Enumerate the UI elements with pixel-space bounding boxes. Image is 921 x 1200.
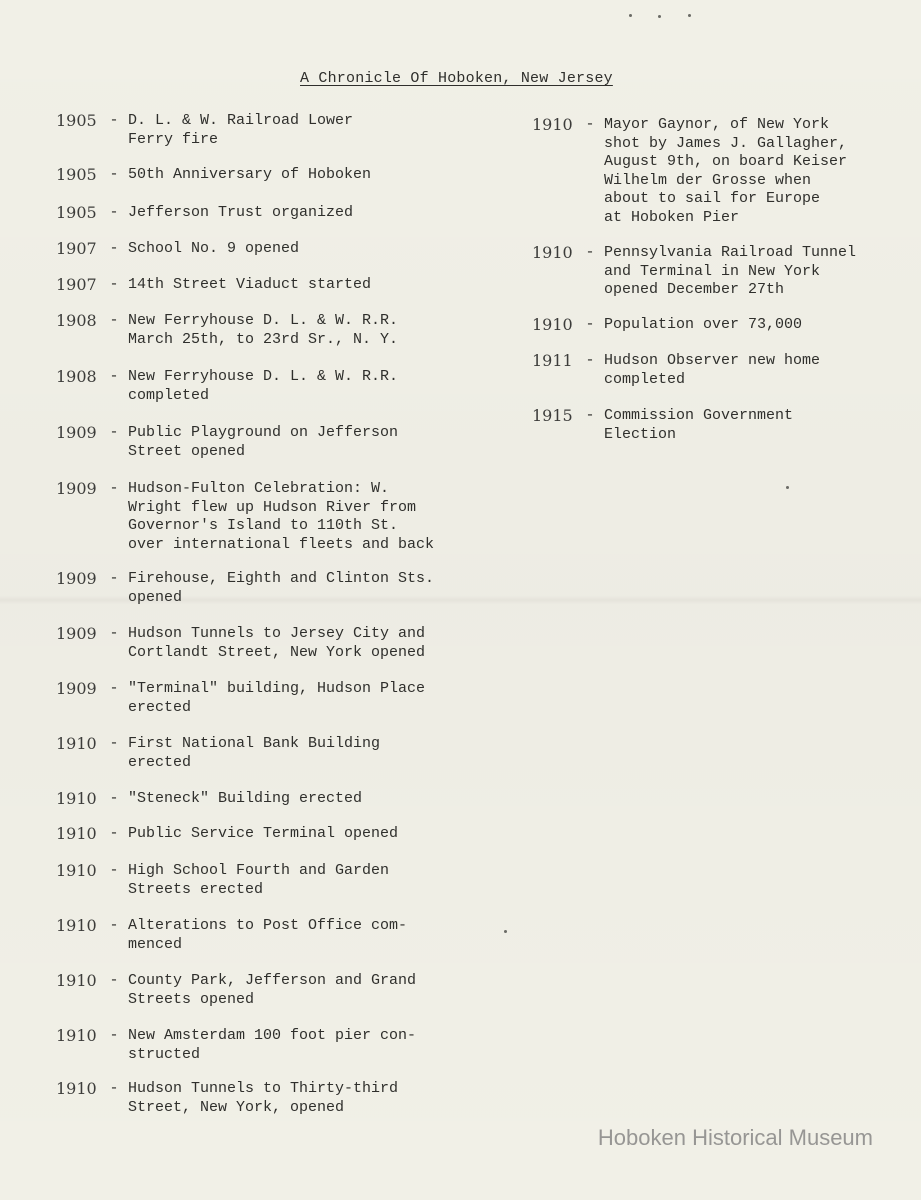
entry-year: 1909 xyxy=(56,423,97,442)
entry-year: 1909 xyxy=(56,479,97,498)
entry-text: Public Playground on Jefferson Street opened xyxy=(128,424,399,460)
entry-year: 1908 xyxy=(56,367,97,386)
entry-dash: - xyxy=(109,862,119,879)
entry-text: 50th Anniversary of Hoboken xyxy=(128,166,372,183)
entry-year: 1909 xyxy=(56,569,97,588)
entry-dash: - xyxy=(109,166,119,183)
entry-dash: - xyxy=(109,480,119,497)
entry-year: 1910 xyxy=(532,115,573,134)
entry-year: 1905 xyxy=(56,165,97,184)
timeline-entry xyxy=(56,735,380,772)
entry-text: D. L. & W. Railroad Lower Ferry fire xyxy=(128,112,354,148)
entry-text: Population over 73,000 xyxy=(604,316,803,333)
entry-text: Hudson Tunnels to Thirty-third Street, New York, opened xyxy=(128,1080,399,1116)
entry-year: 1910 xyxy=(56,916,97,935)
timeline-entry xyxy=(56,424,398,461)
paper-speck xyxy=(658,15,661,18)
entry-text: "Steneck" Building erected xyxy=(128,790,363,807)
entry-text: New Amsterdam 100 foot pier con- structed xyxy=(128,1027,417,1063)
entry-year: 1910 xyxy=(56,971,97,990)
timeline-entry xyxy=(532,244,856,300)
entry-dash: - xyxy=(585,244,595,261)
entry-year: 1908 xyxy=(56,311,97,330)
timeline-entry xyxy=(532,352,820,389)
entry-text: County Park, Jefferson and Grand Streets opened xyxy=(128,972,417,1008)
entry-dash: - xyxy=(109,1080,119,1097)
museum-watermark: Hoboken Historical Museum xyxy=(597,1125,873,1150)
entry-text: Hudson Observer new home completed xyxy=(604,352,821,388)
entry-text: Mayor Gaynor, of New York shot by James J. Gallagher, August 9th, on board Keiser Wilhelm der Grosse when about to sail for Europe at Hoboken Pier xyxy=(604,116,848,226)
entry-dash: - xyxy=(109,680,119,697)
entry-dash: - xyxy=(109,112,119,129)
entry-text: Jefferson Trust organized xyxy=(128,204,354,221)
entry-dash: - xyxy=(109,972,119,989)
timeline-entry xyxy=(56,1080,398,1117)
entry-year: 1909 xyxy=(56,679,97,698)
timeline-entry xyxy=(56,825,398,844)
timeline-entry xyxy=(56,312,398,349)
entry-text: First National Bank Building erected xyxy=(128,735,381,771)
entry-dash: - xyxy=(109,204,119,221)
entry-dash: - xyxy=(109,424,119,441)
timeline-entry xyxy=(56,570,434,607)
timeline-entry xyxy=(56,112,353,149)
entry-dash: - xyxy=(109,825,119,842)
timeline-entry xyxy=(532,116,847,227)
timeline-entry xyxy=(56,625,425,662)
timeline-entry xyxy=(56,166,371,185)
entry-dash: - xyxy=(109,570,119,587)
entry-text: New Ferryhouse D. L. & W. R.R. March 25th, to 23rd Sr., N. Y. xyxy=(128,312,399,348)
entry-year: 1915 xyxy=(532,406,573,425)
entry-year: 1907 xyxy=(56,275,97,294)
entry-year: 1910 xyxy=(56,861,97,880)
entry-dash: - xyxy=(109,917,119,934)
entry-year: 1910 xyxy=(56,1079,97,1098)
timeline-entry xyxy=(56,368,398,405)
entry-text: "Terminal" building, Hudson Place erected xyxy=(128,680,426,716)
entry-dash: - xyxy=(585,407,595,424)
timeline-entry xyxy=(56,240,299,259)
entry-dash: - xyxy=(585,352,595,369)
entry-year: 1905 xyxy=(56,203,97,222)
timeline-entry xyxy=(56,917,407,954)
entry-year: 1910 xyxy=(56,789,97,808)
entry-text: Pennsylvania Railroad Tunnel and Terminal in New York opened December 27th xyxy=(604,244,857,298)
timeline-entry xyxy=(532,316,802,335)
paper-speck xyxy=(688,14,691,17)
entry-dash: - xyxy=(109,625,119,642)
entry-text: 14th Street Viaduct started xyxy=(128,276,372,293)
entry-dash: - xyxy=(109,790,119,807)
timeline-entry xyxy=(532,407,793,444)
entry-dash: - xyxy=(109,735,119,752)
timeline-entry xyxy=(56,862,389,899)
entry-year: 1910 xyxy=(532,315,573,334)
paper-speck xyxy=(629,14,632,17)
entry-text: Alterations to Post Office com- menced xyxy=(128,917,408,953)
entry-year: 1909 xyxy=(56,624,97,643)
entry-text: High School Fourth and Garden Streets erected xyxy=(128,862,390,898)
entry-year: 1905 xyxy=(56,111,97,130)
timeline-entry xyxy=(56,204,353,223)
document-title: A Chronicle Of Hoboken, New Jersey xyxy=(300,70,613,87)
entry-year: 1910 xyxy=(56,734,97,753)
entry-dash: - xyxy=(585,316,595,333)
entry-year: 1911 xyxy=(532,351,573,370)
entry-text: Public Service Terminal opened xyxy=(128,825,399,842)
entry-year: 1907 xyxy=(56,239,97,258)
entry-text: Firehouse, Eighth and Clinton Sts. opened xyxy=(128,570,435,606)
entry-text: Hudson-Fulton Celebration: W. Wright flew up Hudson River from Governor's Island to 110th St. over international fleets and back xyxy=(128,480,435,553)
timeline-entry xyxy=(56,480,434,554)
timeline-entry xyxy=(56,680,425,717)
entry-dash: - xyxy=(109,1027,119,1044)
timeline-entry xyxy=(56,1027,416,1064)
paper-speck xyxy=(786,486,789,489)
entry-dash: - xyxy=(109,276,119,293)
entry-year: 1910 xyxy=(532,243,573,262)
entry-dash: - xyxy=(109,368,119,385)
entry-year: 1910 xyxy=(56,1026,97,1045)
timeline-entry xyxy=(56,790,362,809)
timeline-entry xyxy=(56,972,416,1009)
entry-dash: - xyxy=(585,116,595,133)
entry-dash: - xyxy=(109,240,119,257)
entry-text: Hudson Tunnels to Jersey City and Cortlandt Street, New York opened xyxy=(128,625,426,661)
entry-text: Commission Government Election xyxy=(604,407,794,443)
entry-year: 1910 xyxy=(56,824,97,843)
entry-text: School No. 9 opened xyxy=(128,240,300,257)
timeline-entry xyxy=(56,276,371,295)
paper-speck xyxy=(504,930,507,933)
entry-text: New Ferryhouse D. L. & W. R.R. completed xyxy=(128,368,399,404)
entry-dash: - xyxy=(109,312,119,329)
